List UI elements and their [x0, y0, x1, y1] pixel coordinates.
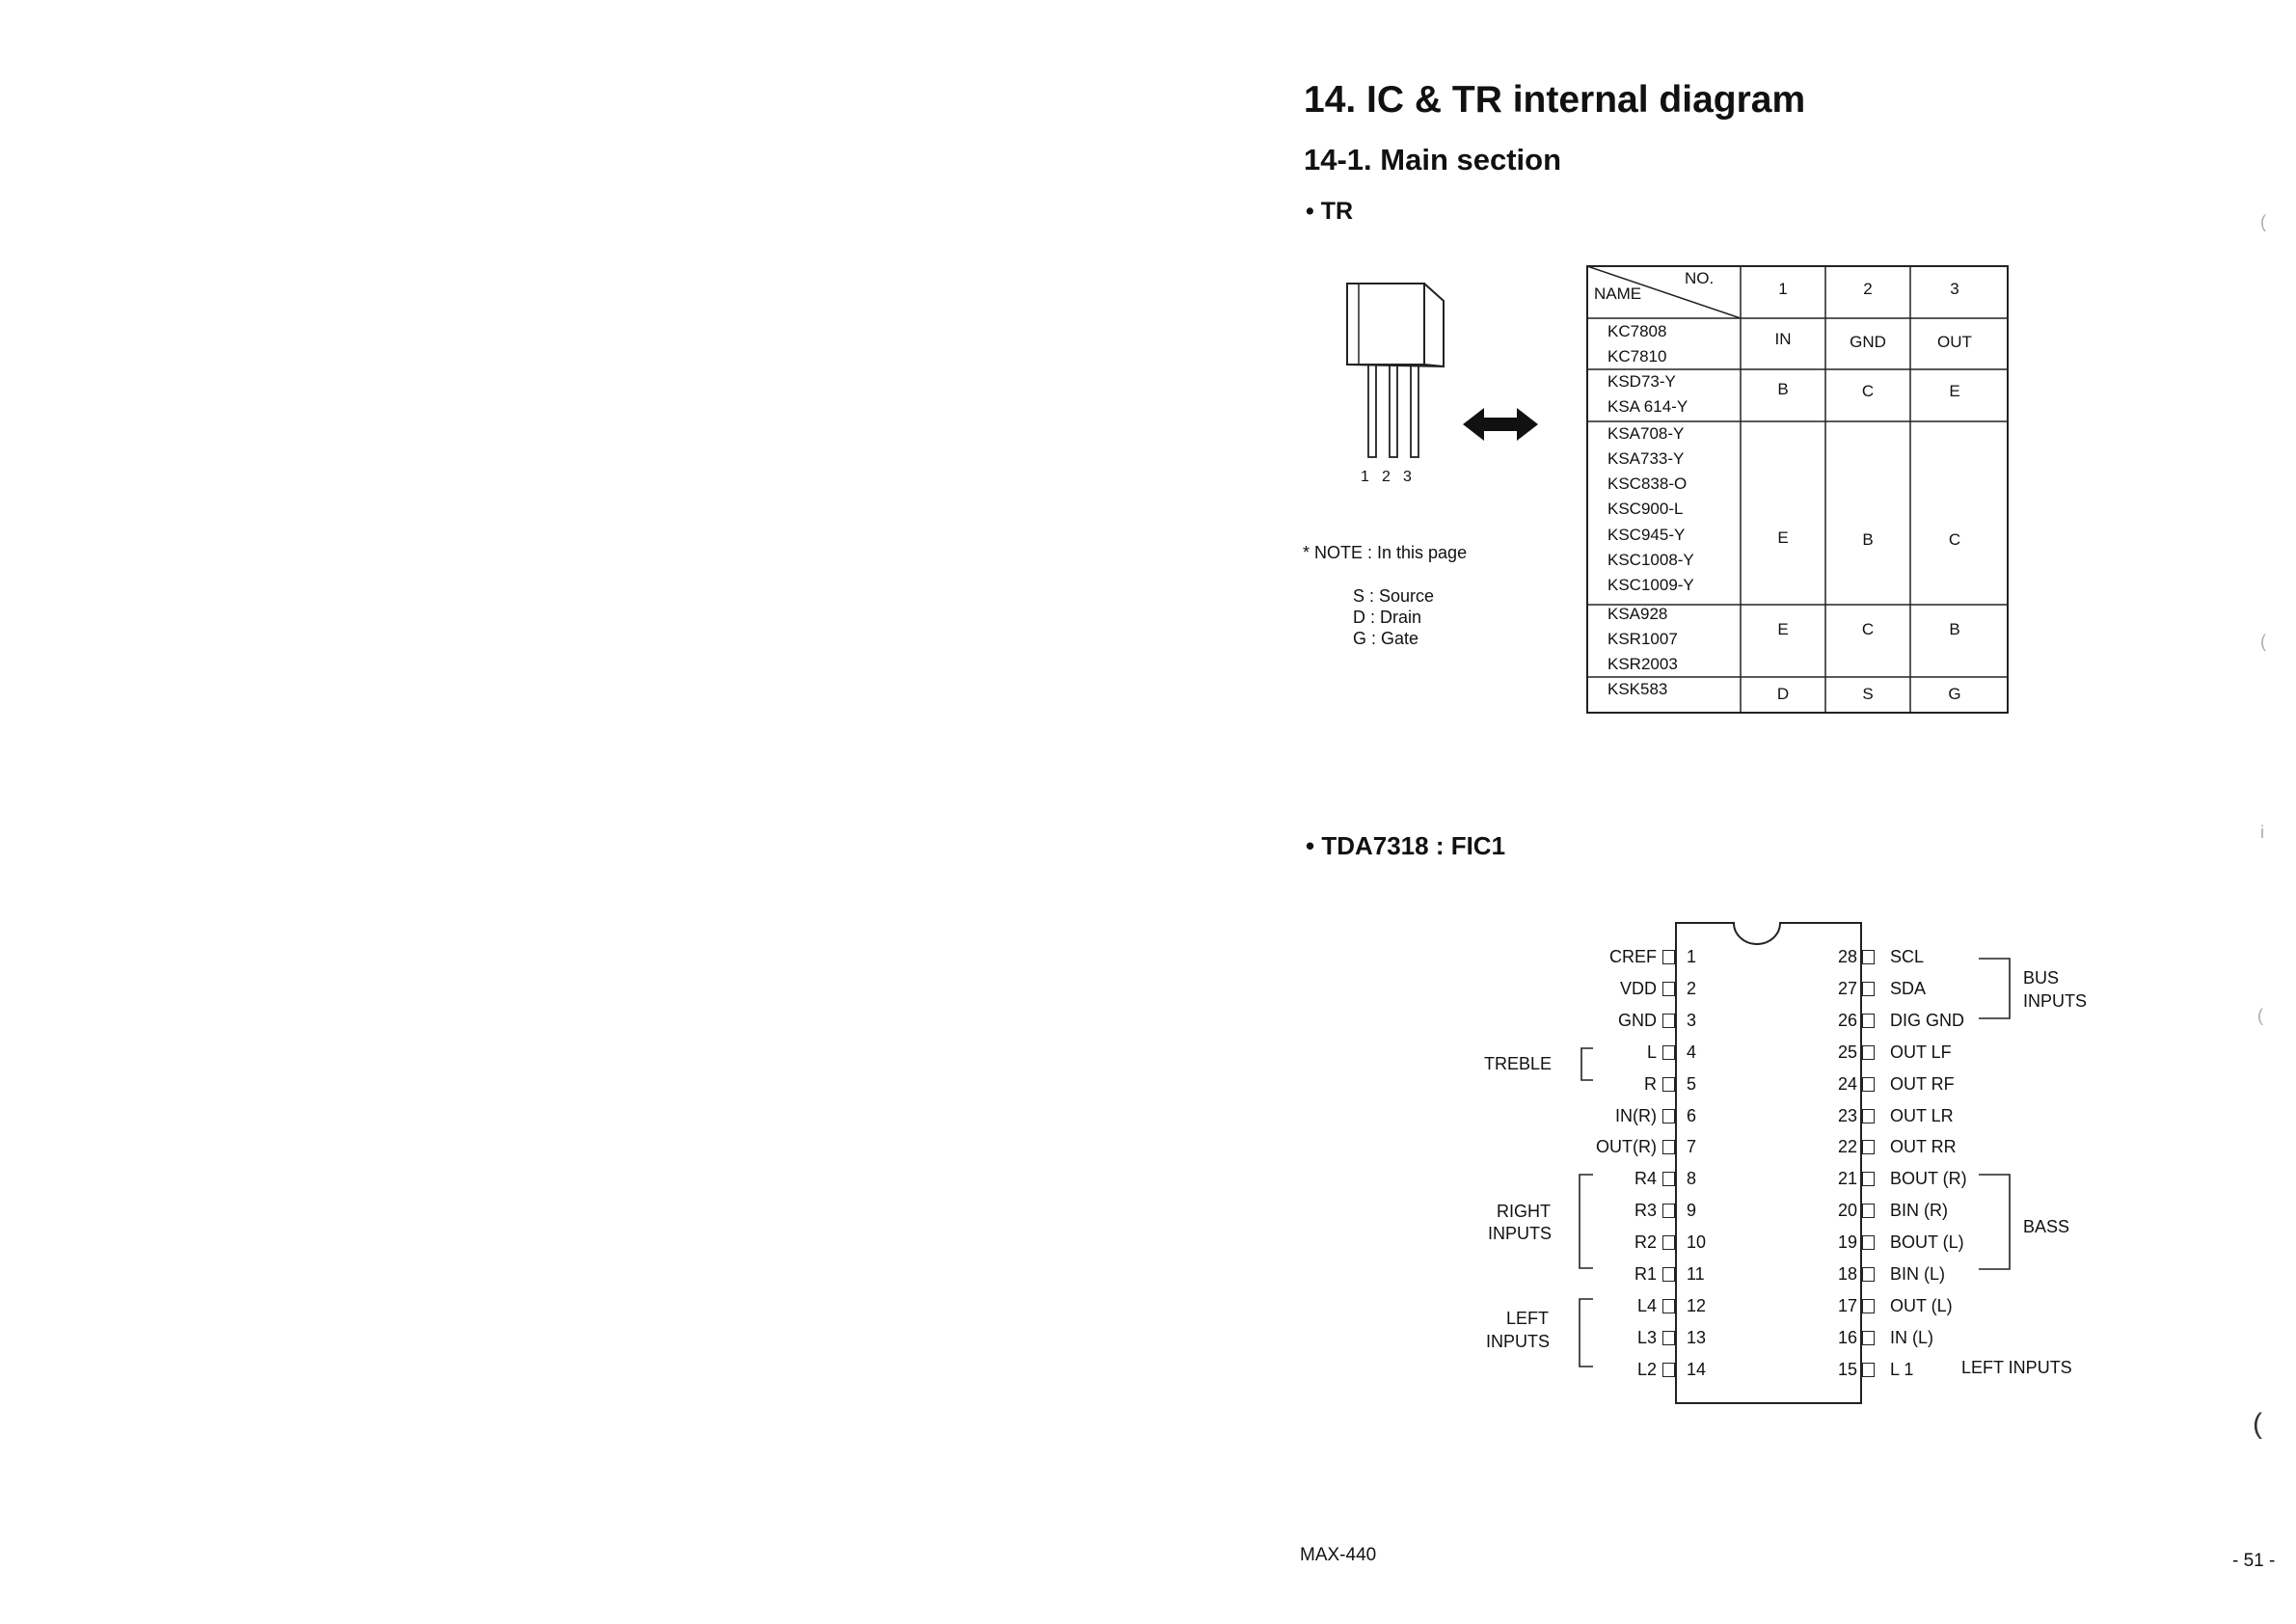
- note-gate: G : Gate: [1353, 629, 1419, 648]
- ic-pin-box: [1662, 1363, 1675, 1377]
- margin-mark: (: [2260, 632, 2266, 651]
- ic-pin-box: [1862, 950, 1875, 964]
- ic-pin-box: [1662, 982, 1675, 996]
- ic-pin-box: [1862, 1045, 1875, 1060]
- ic-right-pin-label: L 1: [1890, 1360, 1914, 1379]
- ic-right-pin-label: BOUT (L): [1890, 1232, 1964, 1252]
- ic-pin-box: [1862, 1204, 1875, 1218]
- ic-right-pin-number: 24: [1837, 1074, 1857, 1094]
- subsection-title: 14-1. Main section: [1304, 143, 1562, 176]
- ic-left-pin-number: 11: [1687, 1264, 1705, 1284]
- transistor-package-icon: [1336, 278, 1451, 471]
- note-drain: D : Drain: [1353, 608, 1422, 627]
- ic-right-pin-number: 26: [1837, 1011, 1857, 1030]
- ic-left-pin-label: OUT(R): [1596, 1137, 1657, 1156]
- ic-pin-box: [1862, 1331, 1875, 1345]
- ic-right-pin-number: 16: [1837, 1328, 1857, 1347]
- column-header-3: 3: [1950, 280, 1959, 298]
- ic-right-pin-number: 19: [1837, 1232, 1857, 1252]
- column-header-2: 2: [1863, 280, 1873, 298]
- ic-pin-box: [1862, 1172, 1875, 1186]
- ic-left-pin-number: 6: [1687, 1106, 1697, 1125]
- pin-value: OUT: [1937, 333, 1972, 351]
- ic-pin-box: [1662, 1204, 1675, 1218]
- ic-left-pin-number: 5: [1687, 1074, 1697, 1094]
- part-name: KSC1009-Y: [1607, 576, 1694, 594]
- ic-left-pin-label: R2: [1634, 1232, 1657, 1252]
- ic-left-pin-label: L3: [1636, 1328, 1657, 1347]
- ic-pin-box: [1862, 1109, 1875, 1123]
- ic-pin-box: [1862, 1014, 1875, 1028]
- column-header-1: 1: [1778, 280, 1788, 298]
- part-name: KSR1007: [1607, 630, 1678, 648]
- ic-right-pin-number: 18: [1837, 1264, 1857, 1284]
- ic-left-pin-label: IN(R): [1615, 1106, 1657, 1125]
- ic-pin-box: [1862, 1077, 1875, 1092]
- ic-left-pin-number: 10: [1687, 1232, 1707, 1252]
- margin-mark: (: [2260, 212, 2266, 231]
- ic-right-pin-number: 25: [1837, 1042, 1857, 1062]
- ic-left-pin-label: VDD: [1619, 979, 1657, 998]
- ic-left-pin-number: 3: [1687, 1011, 1697, 1030]
- ic-left-pin-number: 9: [1687, 1201, 1697, 1220]
- footer-model: MAX-440: [1300, 1545, 1377, 1565]
- margin-mark: (: [2253, 1408, 2262, 1440]
- ic-pin-box: [1862, 982, 1875, 996]
- pin-number-3: 3: [1403, 469, 1412, 485]
- part-name: KSK583: [1607, 680, 1668, 698]
- double-arrow-icon: [1463, 405, 1538, 444]
- ic-left-pin-number: 8: [1687, 1169, 1697, 1188]
- ic-pin-box: [1662, 1045, 1675, 1060]
- ic-right-pin-label: SDA: [1890, 979, 1927, 998]
- ic-left-pin-label: CREF: [1609, 947, 1657, 966]
- pin-value: B: [1862, 530, 1874, 549]
- pin-value: E: [1949, 382, 1960, 400]
- part-name: KSA708-Y: [1607, 424, 1685, 443]
- ic-left-pin-label: L2: [1636, 1360, 1657, 1379]
- pin-number-2: 2: [1382, 469, 1391, 485]
- ic-right-pin-label: BIN (L): [1890, 1264, 1946, 1284]
- ic-pin-box: [1862, 1140, 1875, 1154]
- pin-value: GND: [1850, 333, 1886, 351]
- ic-pin-box: [1662, 1014, 1675, 1028]
- bus-inputs-label-line1: BUS: [2023, 968, 2060, 988]
- ic-pin-box: [1862, 1299, 1875, 1313]
- ic-left-pin-label: GND: [1618, 1011, 1657, 1030]
- section-title: 14. IC & TR internal diagram: [1304, 79, 1806, 121]
- ic-left-pin-number: 4: [1687, 1042, 1697, 1062]
- ic-left-pin-label: L4: [1636, 1296, 1657, 1315]
- margin-mark: i: [2260, 823, 2264, 842]
- ic-pin-box: [1662, 1331, 1675, 1345]
- ic-right-pin-label: IN (L): [1890, 1328, 1933, 1347]
- ic-pin-box: [1662, 1267, 1675, 1282]
- right-inputs-label-line2: INPUTS: [1488, 1224, 1553, 1243]
- ic-right-pin-label: BOUT (R): [1890, 1169, 1967, 1188]
- part-name: KSC900-L: [1607, 500, 1684, 518]
- margin-mark: (: [2257, 1006, 2263, 1025]
- left-inputs-label-line1: LEFT: [1506, 1309, 1550, 1328]
- part-name: KSR2003: [1607, 655, 1678, 673]
- header-name: NAME: [1594, 284, 1642, 303]
- pin-value: E: [1777, 620, 1789, 638]
- ic-right-pin-number: 21: [1837, 1169, 1857, 1188]
- part-name: KSA 614-Y: [1607, 397, 1688, 416]
- right-inputs-label-line1: RIGHT: [1497, 1202, 1551, 1221]
- ic-right-pin-number: 27: [1837, 979, 1857, 998]
- part-name: KC7808: [1607, 322, 1667, 340]
- ic-pin-box: [1862, 1267, 1875, 1282]
- pin-value: E: [1777, 528, 1789, 547]
- ic-left-pin-number: 13: [1687, 1328, 1707, 1347]
- ic-left-pin-label: R1: [1634, 1264, 1657, 1284]
- ic-heading: • TDA7318 : FIC1: [1306, 831, 1506, 860]
- ic-right-pin-number: 23: [1837, 1106, 1857, 1125]
- pin-value: C: [1861, 382, 1875, 400]
- transistor-pin-table: [1586, 265, 2009, 714]
- ic-right-pin-number: 15: [1837, 1360, 1857, 1379]
- part-name: KSA928: [1607, 605, 1668, 623]
- note-source: S : Source: [1353, 586, 1435, 606]
- ic-pin-box: [1662, 1109, 1675, 1123]
- ic-pin-box: [1862, 1363, 1875, 1377]
- ic-left-pin-label: L: [1646, 1042, 1657, 1062]
- ic-right-pin-number: 17: [1837, 1296, 1857, 1315]
- pin-value: S: [1862, 685, 1874, 703]
- ic-right-pin-number: 22: [1837, 1137, 1857, 1156]
- pin-value: IN: [1774, 330, 1792, 348]
- ic-pin-box: [1662, 1077, 1675, 1092]
- ic-left-pin-number: 1: [1687, 947, 1697, 966]
- ic-right-pin-label: OUT LF: [1890, 1042, 1952, 1062]
- ic-pin-box: [1662, 1235, 1675, 1250]
- part-name: KSC838-O: [1607, 474, 1688, 493]
- ic-pin-box: [1662, 950, 1675, 964]
- ic-pin-box: [1862, 1235, 1875, 1250]
- note-title: * NOTE : In this page: [1303, 543, 1468, 562]
- ic-left-pin-number: 12: [1687, 1296, 1707, 1315]
- ic-right-pin-label: OUT (L): [1890, 1296, 1953, 1315]
- ic-pin-box: [1662, 1140, 1675, 1154]
- ic-pin-box: [1662, 1299, 1675, 1313]
- pin-number-1: 1: [1361, 469, 1369, 485]
- ic-left-pin-label: R: [1644, 1074, 1657, 1094]
- header-no: NO.: [1685, 269, 1715, 287]
- ic-right-pin-number: 28: [1837, 947, 1857, 966]
- left-inputs-inline-label: LEFT INPUTS: [1961, 1358, 2072, 1377]
- ic-right-pin-label: OUT RF: [1890, 1074, 1955, 1094]
- ic-right-pin-number: 20: [1837, 1201, 1857, 1220]
- part-name: KSC945-Y: [1607, 526, 1686, 544]
- left-inputs-label-line2: INPUTS: [1486, 1332, 1551, 1351]
- treble-label: TREBLE: [1484, 1054, 1553, 1073]
- ic-left-pin-number: 2: [1687, 979, 1697, 998]
- ic-right-pin-label: OUT RR: [1890, 1137, 1957, 1156]
- ic-pin-box: [1662, 1172, 1675, 1186]
- pin-value: B: [1777, 380, 1789, 398]
- ic-right-pin-label: SCL: [1890, 947, 1925, 966]
- pin-value: D: [1776, 685, 1790, 703]
- ic-left-pin-label: R3: [1634, 1201, 1657, 1220]
- ic-left-pin-number: 7: [1687, 1137, 1697, 1156]
- ic-right-pin-label: BIN (R): [1890, 1201, 1948, 1220]
- ic-left-pin-label: R4: [1634, 1169, 1657, 1188]
- ic-right-pin-label: OUT LR: [1890, 1106, 1954, 1125]
- pin-value: G: [1948, 685, 1961, 703]
- part-name: KC7810: [1607, 347, 1667, 365]
- pin-value: C: [1861, 620, 1875, 638]
- ic-right-pin-label: DIG GND: [1890, 1011, 1965, 1030]
- part-name: KSA733-Y: [1607, 449, 1685, 468]
- pin-value: B: [1949, 620, 1960, 638]
- part-name: KSD73-Y: [1607, 372, 1676, 391]
- tr-heading: • TR: [1306, 198, 1354, 225]
- part-name: KSC1008-Y: [1607, 551, 1694, 569]
- bass-label: BASS: [2023, 1217, 2070, 1236]
- ic-left-pin-number: 14: [1687, 1360, 1707, 1379]
- pin-value: C: [1948, 530, 1961, 549]
- footer-page: - 51 -: [2232, 1551, 2276, 1571]
- bus-inputs-label-line2: INPUTS: [2023, 991, 2088, 1011]
